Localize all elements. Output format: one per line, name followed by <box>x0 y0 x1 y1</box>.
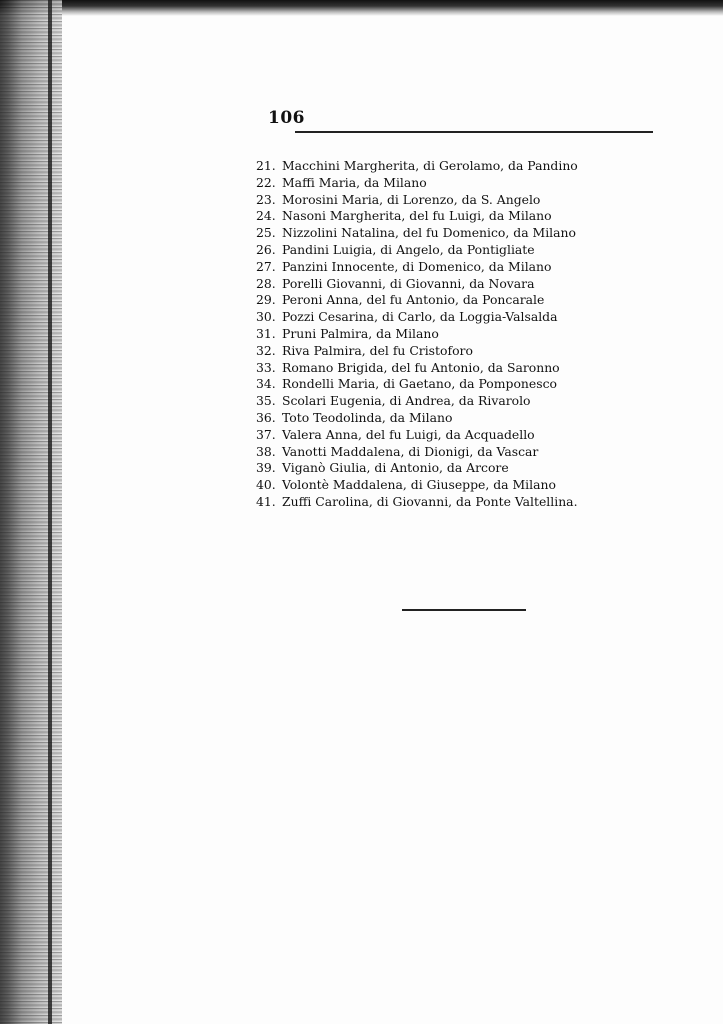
entry-number: 30. <box>256 309 276 325</box>
entry-text: Zuffi Carolina, di Giovanni, da Ponte Valtellina. <box>282 493 578 509</box>
list-item <box>256 326 706 343</box>
binding-line <box>48 0 52 1024</box>
entry-number: 38. <box>256 443 276 459</box>
entry-number: 28. <box>256 275 276 291</box>
entry-text: Toto Teodolinda, da Milano <box>282 409 453 425</box>
entry-text: Peroni Anna, del fu Antonio, da Poncarale <box>282 292 545 308</box>
list-item <box>256 343 706 360</box>
entry-number: 27. <box>256 258 276 274</box>
entry-number: 39. <box>256 460 276 476</box>
closing-rule <box>402 609 526 611</box>
list-item <box>256 192 706 209</box>
entry-number: 31. <box>256 325 276 341</box>
page-number: 106 <box>268 108 305 128</box>
list-item <box>256 427 706 444</box>
entry-text: Romano Brigida, del fu Antonio, da Saronno <box>282 359 560 375</box>
entry-number: 33. <box>256 359 276 375</box>
entry-text: Maffi Maria, da Milano <box>282 174 427 190</box>
entry-number: 25. <box>256 225 276 241</box>
list-item <box>256 309 706 326</box>
entry-number: 24. <box>256 208 276 224</box>
entry-number: 29. <box>256 292 276 308</box>
list-item <box>256 292 706 309</box>
list-item <box>256 393 706 410</box>
list-item <box>256 225 706 242</box>
list-item <box>256 444 706 461</box>
entry-text: Vanotti Maddalena, di Dionigi, da Vascar <box>282 443 539 459</box>
list-item <box>256 259 706 276</box>
list-item <box>256 410 706 427</box>
entry-number: 36. <box>256 409 276 425</box>
entry-list <box>256 158 706 511</box>
list-item <box>256 376 706 393</box>
entry-text: Pozzi Cesarina, di Carlo, da Loggia-Valsalda <box>282 309 558 325</box>
list-item <box>256 477 706 494</box>
entry-text: Pandini Luigia, di Angelo, da Pontigliate <box>282 241 535 257</box>
list-item <box>256 158 706 175</box>
scan-top-edge <box>0 0 723 16</box>
list-item <box>256 242 706 259</box>
entry-number: 35. <box>256 393 276 409</box>
entry-text: Valera Anna, del fu Luigi, da Acquadello <box>282 426 535 442</box>
header-rule <box>295 131 653 133</box>
entry-text: Nizzolini Natalina, del fu Domenico, da Milano <box>282 225 576 241</box>
list-item <box>256 175 706 192</box>
entry-number: 40. <box>256 477 276 493</box>
entry-text: Viganò Giulia, di Antonio, da Arcore <box>282 460 509 476</box>
entry-number: 32. <box>256 342 276 358</box>
entry-number: 26. <box>256 241 276 257</box>
scan-binding-edge <box>0 0 62 1024</box>
entry-text: Porelli Giovanni, di Giovanni, da Novara <box>282 275 535 291</box>
entry-number: 34. <box>256 376 276 392</box>
entry-number: 21. <box>256 158 276 173</box>
list-item <box>256 494 706 511</box>
entry-text: Volontè Maddalena, di Giuseppe, da Milano <box>282 477 556 493</box>
entry-text: Macchini Margherita, di Gerolamo, da Pandino <box>282 158 578 173</box>
list-item <box>256 276 706 293</box>
entry-number: 37. <box>256 426 276 442</box>
entry-text: Morosini Maria, di Lorenzo, da S. Angelo <box>282 191 541 207</box>
entry-number: 22. <box>256 174 276 190</box>
entry-text: Panzini Innocente, di Domenico, da Milano <box>282 258 552 274</box>
entry-text: Pruni Palmira, da Milano <box>282 325 439 341</box>
list-item <box>256 360 706 377</box>
list-item <box>256 208 706 225</box>
entry-number: 23. <box>256 191 276 207</box>
entry-number: 41. <box>256 493 276 509</box>
list-item <box>256 460 706 477</box>
entry-text: Rondelli Maria, di Gaetano, da Pomponesco <box>282 376 557 392</box>
entry-text: Nasoni Margherita, del fu Luigi, da Milano <box>282 208 552 224</box>
entry-text: Scolari Eugenia, di Andrea, da Rivarolo <box>282 393 531 409</box>
entry-text: Riva Palmira, del fu Cristoforo <box>282 342 473 358</box>
